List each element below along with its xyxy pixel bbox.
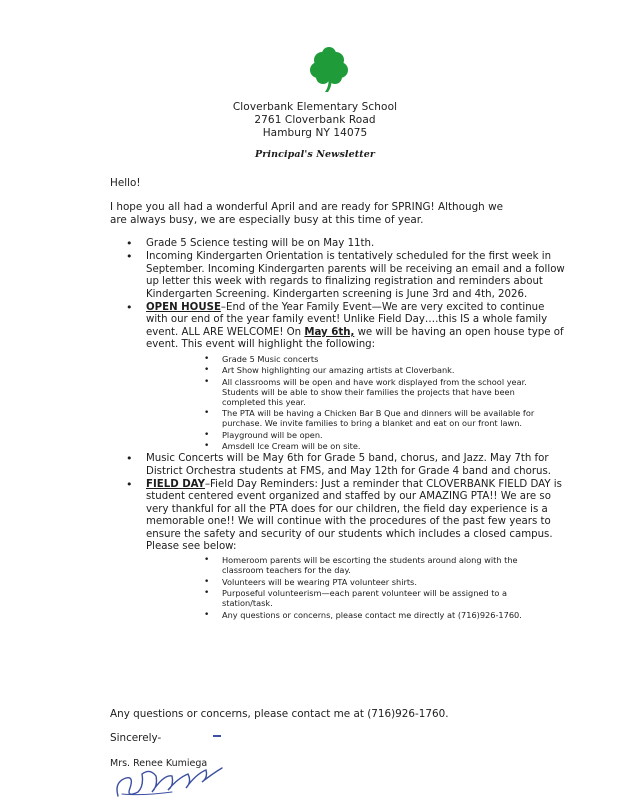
list-item [146,453,566,478]
list-item: • Volunteers will be wearing PTA volunteer shirts. [222,577,552,587]
list-item [146,479,566,620]
address-line-2: Hamburg NY 14075 [262,127,368,139]
list-item: • Amsdell Ice Cream will be on site. [222,441,552,451]
list-item [146,302,566,451]
ink-mark [213,735,221,737]
music-concerts-text: Music Concerts will be May 6th for Grade 5 band, chorus, and Jazz. May 7th for District Orchestra students at FMS, and May 12th for Grade 4 band and chorus. [146,453,552,477]
address-line-1: 2761 Cloverbank Road [254,114,376,126]
sincerely: Sincerely- [110,732,162,744]
list-item: • Purposeful volunteerism—each parent volunteer will be assigned to a station/task. [222,588,552,608]
list-item: • Playground will be open. [222,430,552,440]
list-item: • The PTA will be having a Chicken Bar B Que and dinners will be available for purchase. We invite families to bring a blanket and eat on our front lawn. [222,408,552,428]
field-day-text: –Field Day Reminders: Just a reminder that CLOVERBANK FIELD DAY is student centered event organized and staffed by our AMAZING PTA!! We are so very thankful for all the PTA does for our children, the field day experience is a memorable one!! We will continue with the procedures of the past few years to ensure the safety and security of our students which includes a closed campus. Please see below: [146,478,562,552]
announcement-list [110,238,566,622]
list-item: • Any questions or concerns, please contact me directly at (716)926-1760. [222,610,552,620]
open-house-text: –End of the Year Family Event—We are very excited to continue with our end of the year family event! Unlike Field Day….this IS a whole family event. ALL ARE WELCOME! On [146,302,548,338]
list-item: • Art Show highlighting our amazing artists at Cloverbank. [222,365,552,375]
intro-paragraph: I hope you all had a wonderful April and are ready for SPRING! Although we are always busy, we are especially busy at this time of year. [110,201,503,226]
kindergarten-text: Incoming Kindergarten Orientation is tentatively scheduled for the first week in September. Incoming Kindergarten parents will be receiving an email and a follow up letter this week with regards to finalizing registration and reminders about Kindergarten Screening. Kindergarten screening is June 3rd and 4th, 2026. [146,251,565,300]
list-item [146,251,566,301]
school-name: Cloverbank Elementary School [232,101,398,113]
shamrock-icon [305,45,353,93]
open-house-text-end: we will be having an open house type of event. This event will highlight the following: [146,326,564,351]
open-house-date: May 6th, [304,326,355,338]
list-item [146,238,566,250]
open-house-sublist [222,354,552,452]
science-testing-text: Grade 5 Science testing will be on May 11th. [146,238,375,249]
closing-line: Any questions or concerns, please contact me at (716)926-1760. [110,708,449,720]
open-house-label: OPEN HOUSE [146,302,221,314]
list-item: • Homeroom parents will be escorting the students around along with the classroom teachers for the day. [222,555,552,575]
field-day-label: FIELD DAY [146,478,205,490]
field-day-sublist [222,555,552,620]
list-item: • Grade 5 Music concerts [222,354,552,364]
newsletter-title: Principal's Newsletter [255,149,375,160]
letterhead [0,101,630,161]
greeting: Hello! [110,177,141,189]
signature-name: Mrs. Renee Kumiega [110,758,208,769]
list-item: • All classrooms will be open and have work displayed from the school year. Students will be able to show their families the projects that have been completed this year. [222,377,552,407]
handwritten-signature [112,752,232,800]
